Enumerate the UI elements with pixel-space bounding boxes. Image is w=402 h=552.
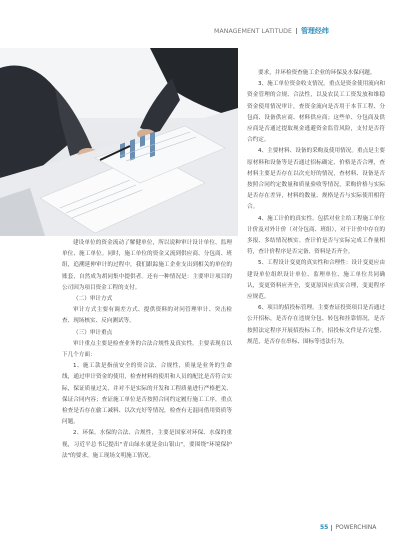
page-header <box>214 26 394 38</box>
right-text-column <box>247 68 385 348</box>
right-paragraph: 4、施工计价的真实性。包括对业主给工程施工单位计价及对外计价（对分包商、班组），对于计价中存在的多报、多结情况核实。查计价是否与实际完成工作量相符，查计价程序是否完备、资料是否齐全。 <box>247 215 385 256</box>
section-title: 管理经纬 <box>300 27 329 35</box>
page-number: 55 <box>320 524 329 531</box>
footer-divider <box>331 525 332 531</box>
right-paragraph: 5、工程设计变更的真实性和合理性：设计变更应由建设单位组织设计单位、监理单位、施工单位共同确认，变更资料应齐全，变更原因应真实合理，变更程序应规范。 <box>247 260 385 301</box>
left-paragraph: 审计方式主要有调差方式、提供资料的对问管理审计、突击检查、现场核实、反向测试等。 <box>62 307 232 325</box>
left-paragraph: （三）审计重点 <box>73 329 113 336</box>
right-paragraph: 6、项目的招投标管理。主要查证投资项目是否通过公开招标，是否存在违规分包、转包和挂靠情况，是否按照法定程序开展招投标工作，招投标文件是否完整、规范，是否存在串标、围标等违法行为。 <box>247 305 385 345</box>
business-meeting-photo <box>0 48 238 236</box>
left-paragraph: 1、施工款是指前安全的资合法、合规性，质量是业务的生命线，通过审计资金的使用，检查材料的使用和人员的配比是否符合实际，保证质量过关，并对不是实际的开发和工程质量进行严格把关、保证合同内容；查证施工单位是否按照合同约定履行施工工序，重点检查是否存在偷工减料、以次充好等情况，检查有无混同借用资质等问题。 <box>62 363 232 426</box>
right-paragraph: 要求，并环检资查施工企业的环保及水保问题。 <box>258 70 376 76</box>
right-paragraph: 4、主要材料、设备的采购及使用情况。重点是主要原材料和设备等是否通过招标确定、价格是否合理，查材料主要是否存在以次充好的情况，查材料、设备是否按照合同约定数量和质量验收等情况，采购价格与实际是否存在差异，材料的数量、规格是否与实际使用相符合。 <box>247 148 385 211</box>
left-paragraph: 2、环保。水保的合法、合规性，主要是国家对环保、水保的重视，习近平总书记提出"青山绿水就是金山银山"，要围绕"环境保护法"的要求，施工现场文明施工情况。 <box>62 430 232 459</box>
left-text-column <box>62 238 232 462</box>
left-paragraph: 建设单位的资金流动了解健单位，所以说种审计设计单位、监理单位、施工单位。同时，施工单位的资金又流到供应商、分包商、班组，追溯延伸审计的过程中，我们跟踪施工企业支出到相关的单位的账套，自然成为胡同集中提供者。还有一种情况是：主要审计项目的公司因为项目资金工程的支付。 <box>62 240 232 291</box>
page-footer <box>320 524 376 531</box>
meeting-illustration <box>0 48 238 236</box>
brand-name: POWERCHINA <box>335 524 377 531</box>
magazine-name: MANAGEMENT LATITUDE <box>214 28 292 35</box>
header-divider <box>296 28 297 34</box>
left-paragraph: （二）审计方式 <box>73 296 113 303</box>
right-paragraph: 3、施工单位资金收支情况。重点是资金使用流向和资金管理的合规、合法性，以及农民工工资发放和维稳资金使用情况审计，查资金流向是否用于本节工程、分包商、设备供应商、材料供应商；这些单、分包商及供应商是否通过提取现金逃避资金监管风险，支付是否符合约定。 <box>247 81 385 144</box>
left-paragraph: 审计重点主要是检查业务的合法合规性及真实性。主要表现在以下几个方面： <box>62 340 232 359</box>
